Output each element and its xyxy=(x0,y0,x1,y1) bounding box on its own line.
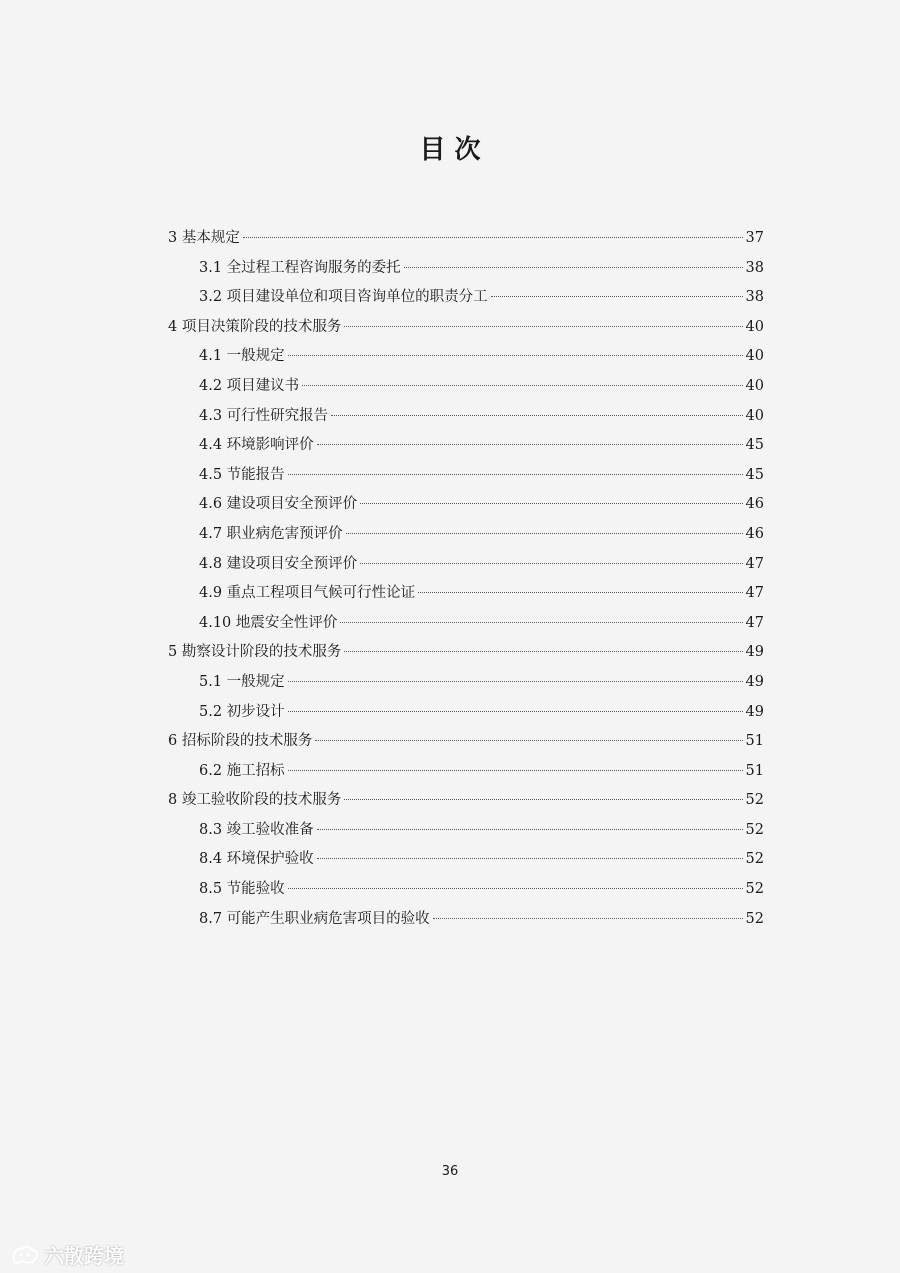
toc-entry[interactable] xyxy=(168,816,764,846)
toc-entry-label: 5.1 一般规定 xyxy=(199,673,285,690)
toc-entry[interactable] xyxy=(168,283,764,313)
toc-entry-label: 3 基本规定 xyxy=(168,230,240,246)
toc-dot-leader xyxy=(346,533,743,534)
toc-entry-page: 52 xyxy=(745,851,764,868)
toc-dot-leader xyxy=(288,888,743,889)
toc-entry[interactable] xyxy=(168,786,764,816)
toc-entry[interactable] xyxy=(168,905,764,935)
toc-entry-page: 47 xyxy=(745,555,764,572)
toc-entry[interactable] xyxy=(168,520,764,550)
watermark-text: 六散跨境 xyxy=(44,1244,124,1268)
toc-entry-page: 45 xyxy=(745,466,764,483)
toc-entry[interactable] xyxy=(168,461,764,491)
toc-entry-label: 4.4 环境影响评价 xyxy=(199,437,314,454)
toc-entry[interactable] xyxy=(168,550,764,580)
toc-entry-page: 38 xyxy=(745,289,764,306)
toc-entry-page: 51 xyxy=(745,733,764,750)
toc-entry-page: 49 xyxy=(745,673,764,690)
toc-entry-label: 3.1 全过程工程咨询服务的委托 xyxy=(199,259,401,276)
toc-dot-leader xyxy=(288,711,743,712)
toc-entry[interactable] xyxy=(168,668,764,698)
toc-entry-label: 6.2 施工招标 xyxy=(199,762,285,779)
toc-entry[interactable] xyxy=(168,490,764,520)
toc-entry-page: 38 xyxy=(745,259,764,276)
toc-dot-leader xyxy=(404,267,743,268)
toc-entry-label: 8.7 可能产生职业病危害项目的验收 xyxy=(199,910,430,927)
toc-entry[interactable] xyxy=(168,638,764,668)
toc-entry[interactable] xyxy=(168,254,764,284)
toc-entry[interactable] xyxy=(168,313,764,343)
toc-entry[interactable] xyxy=(168,402,764,432)
toc-entry-page: 49 xyxy=(745,644,764,661)
toc-dot-leader xyxy=(288,770,743,771)
toc-entry-label: 4.8 建设项目安全预评价 xyxy=(199,555,358,572)
toc-dot-leader xyxy=(288,474,743,475)
toc-dot-leader xyxy=(288,355,743,356)
toc-entry-page: 49 xyxy=(745,703,764,720)
toc-entry-label: 8.5 节能验收 xyxy=(199,881,285,898)
toc-dot-leader xyxy=(315,740,742,741)
toc-dot-leader xyxy=(340,622,742,623)
toc-dot-leader xyxy=(344,799,742,800)
toc-entry-page: 46 xyxy=(745,496,764,513)
toc-entry-label: 4.5 节能报告 xyxy=(199,466,285,483)
toc-entry-page: 40 xyxy=(745,377,764,394)
page-title: 目 次 xyxy=(419,135,481,165)
toc-entry[interactable] xyxy=(168,875,764,905)
toc-entry-page: 52 xyxy=(745,792,764,809)
toc-entry-page: 51 xyxy=(745,762,764,779)
toc-entry-label: 5 勘察设计阶段的技术服务 xyxy=(168,644,342,661)
toc-entry-page: 52 xyxy=(745,821,764,838)
toc-entry-page: 45 xyxy=(745,437,764,454)
toc-entry-label: 5.2 初步设计 xyxy=(199,703,285,720)
toc-entry[interactable] xyxy=(168,698,764,728)
toc-dot-leader xyxy=(344,326,742,327)
toc-entry-label: 4.10 地震安全性评价 xyxy=(199,614,338,631)
toc-entry-label: 4.6 建设项目安全预评价 xyxy=(199,496,358,513)
toc-entry-label: 4.9 重点工程项目气候可行性论证 xyxy=(199,585,416,602)
toc-entry-label: 4.7 职业病危害预评价 xyxy=(199,525,343,542)
toc-entry-label: 4.2 项目建议书 xyxy=(199,377,300,394)
toc-entry[interactable] xyxy=(168,224,764,254)
toc-entry[interactable] xyxy=(168,757,764,787)
toc-entry-label: 3.2 项目建设单位和项目咨询单位的职责分工 xyxy=(199,289,488,306)
toc-dot-leader xyxy=(418,592,742,593)
toc-entry-page: 46 xyxy=(745,525,764,542)
toc-entry-page: 40 xyxy=(745,318,764,335)
toc-entry-label: 4.3 可行性研究报告 xyxy=(199,407,329,424)
toc-dot-leader xyxy=(302,385,742,386)
toc-entry-label: 4 项目决策阶段的技术服务 xyxy=(168,318,342,335)
toc-entry[interactable] xyxy=(168,727,764,757)
toc-dot-leader xyxy=(317,444,743,445)
table-of-contents xyxy=(168,224,764,934)
toc-dot-leader xyxy=(317,829,743,830)
toc-entry-page: 47 xyxy=(745,614,764,631)
toc-dot-leader xyxy=(288,681,743,682)
toc-entry-page: 40 xyxy=(745,348,764,365)
toc-dot-leader xyxy=(331,415,742,416)
toc-entry[interactable] xyxy=(168,609,764,639)
toc-dot-leader xyxy=(360,503,742,504)
toc-entry-page: 40 xyxy=(745,407,764,424)
toc-dot-leader xyxy=(433,918,743,919)
toc-entry-page: 47 xyxy=(745,585,764,602)
toc-entry[interactable] xyxy=(168,579,764,609)
toc-entry-label: 6 招标阶段的技术服务 xyxy=(168,733,313,750)
toc-dot-leader xyxy=(243,237,743,238)
toc-entry[interactable] xyxy=(168,431,764,461)
toc-dot-leader xyxy=(317,858,743,859)
toc-entry-page: 37 xyxy=(745,230,764,246)
brand-logo-icon xyxy=(10,1244,40,1266)
toc-entry-label: 8.4 环境保护验收 xyxy=(199,851,314,868)
toc-entry-page: 52 xyxy=(745,910,764,927)
page-number: 36 xyxy=(441,1164,459,1179)
toc-dot-leader xyxy=(360,563,742,564)
toc-entry[interactable] xyxy=(168,845,764,875)
toc-dot-leader xyxy=(344,651,742,652)
toc-entry[interactable] xyxy=(168,372,764,402)
toc-entry-page: 52 xyxy=(745,881,764,898)
toc-dot-leader xyxy=(491,296,743,297)
toc-entry-label: 8.3 竣工验收准备 xyxy=(199,821,314,838)
watermark xyxy=(10,1240,124,1269)
toc-entry-label: 8 竣工验收阶段的技术服务 xyxy=(168,792,342,809)
toc-entry-label: 4.1 一般规定 xyxy=(199,348,285,365)
toc-entry[interactable] xyxy=(168,342,764,372)
